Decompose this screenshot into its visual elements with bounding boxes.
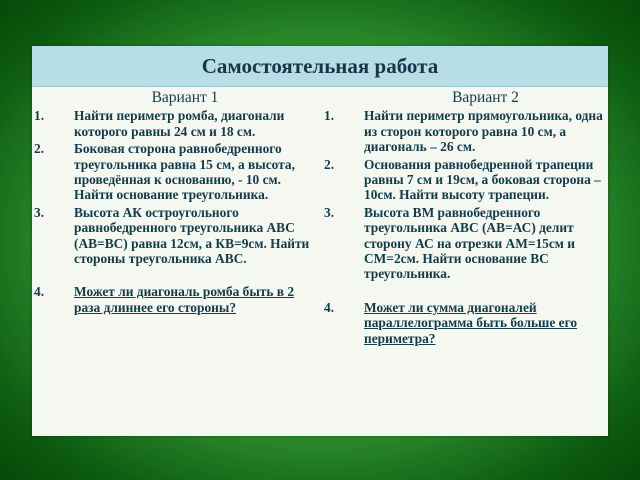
task-item bbox=[34, 205, 318, 267]
task-number: 2. bbox=[34, 141, 45, 157]
task-text: Высота ВМ равнобедренного треугольника АВС (АВ=АС) делит сторону АС на отрезки АМ=15см и СМ=2см. Найти основание ВС треугольника. bbox=[364, 204, 575, 282]
title-bar bbox=[32, 46, 608, 87]
task-item bbox=[34, 284, 318, 315]
task-text: Найти периметр ромба, диагонали которого равны 24 см и 18 см. bbox=[74, 108, 285, 139]
task-text: Высота АК остроугольного равнобедренного треугольника АВС (АВ=ВС) равна 12см, а КВ=9см. Найти стороны треугольника АВС. bbox=[74, 204, 310, 267]
task-text: Может ли диагональ ромба быть в 2 раза длиннее его стороны? bbox=[74, 284, 295, 315]
task-item bbox=[34, 141, 318, 203]
task-number: 2. bbox=[324, 156, 335, 172]
task-item bbox=[324, 108, 607, 154]
task-number: 3. bbox=[34, 204, 45, 220]
task-text: Может ли сумма диагоналей параллелограмма быть больше его периметра? bbox=[364, 299, 578, 346]
task-item bbox=[324, 300, 607, 346]
variant-2-heading: Вариант 2 bbox=[452, 89, 519, 106]
variant-2-column bbox=[324, 88, 607, 348]
variant-2-task-list bbox=[324, 108, 607, 346]
variant-1-column bbox=[34, 88, 318, 317]
task-item bbox=[34, 108, 318, 139]
task-number: 1. bbox=[34, 108, 45, 124]
variant-1-task-list bbox=[34, 108, 318, 315]
variant-1-heading: Вариант 1 bbox=[151, 89, 219, 106]
slide bbox=[32, 46, 608, 436]
task-number: 4. bbox=[324, 299, 335, 315]
task-number: 1. bbox=[324, 108, 335, 124]
task-text: Найти периметр прямоугольника, одна из сторон которого равна 10 см, а диагональ – 26 см. bbox=[364, 108, 603, 155]
task-item bbox=[324, 205, 607, 282]
task-number: 4. bbox=[34, 284, 45, 300]
slide-title: Самостоятельная работа bbox=[201, 53, 439, 78]
task-number: 3. bbox=[324, 204, 335, 220]
task-text: Боковая сторона равнобедренного треугольника равна 15 см, а высота, проведённая к основанию, - 10 см. Найти основание треугольника. bbox=[74, 141, 295, 203]
task-item bbox=[324, 157, 607, 203]
task-text: Основания равнобедренной трапеции равны 7 см и 19см, а боковая сторона – 10см. Найти высоту трапеции. bbox=[364, 156, 601, 203]
